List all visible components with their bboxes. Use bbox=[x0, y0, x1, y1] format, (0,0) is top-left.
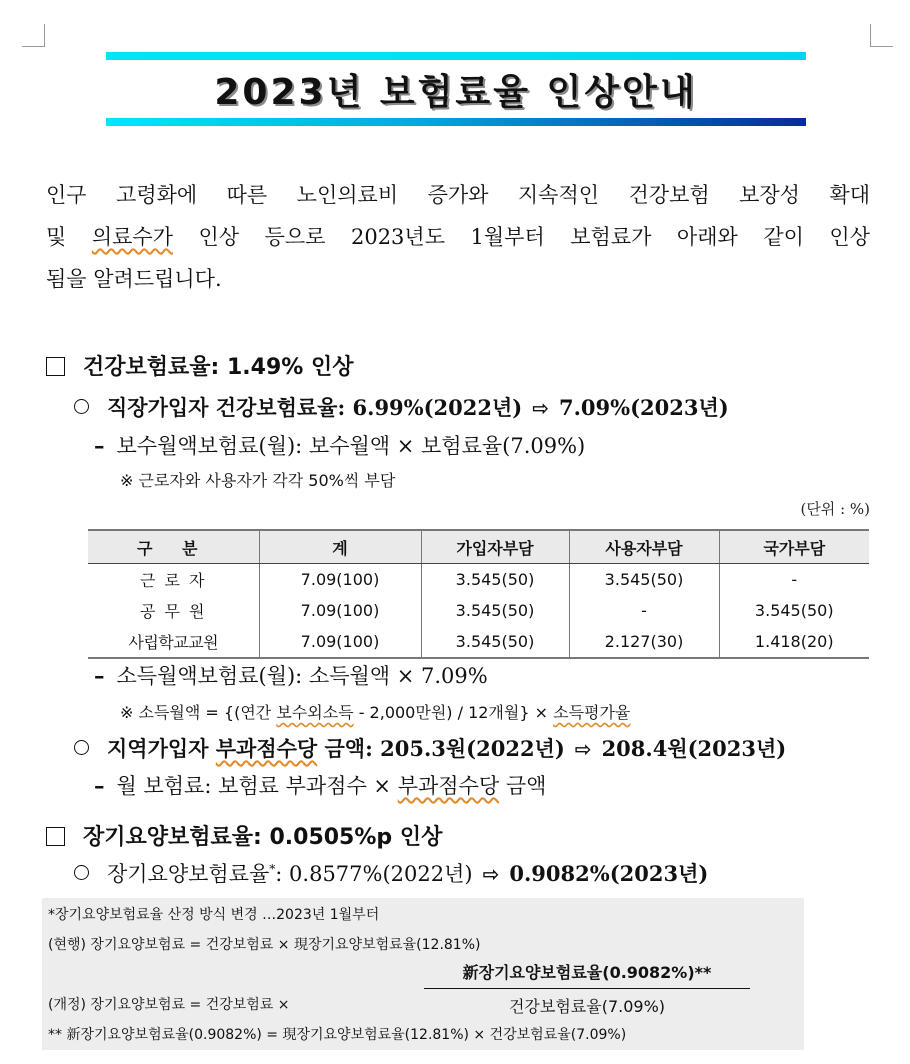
right-arrow-icon: ⇨ bbox=[574, 737, 592, 761]
table-cell: 3.545(50) bbox=[421, 626, 569, 658]
employee-rate-line bbox=[74, 392, 729, 422]
page-corner-mark-right bbox=[870, 24, 893, 47]
title-top-bar bbox=[106, 52, 806, 60]
table-header-cell: 사용자부담 bbox=[569, 530, 719, 564]
table-cell: 7.09(100) bbox=[259, 564, 421, 596]
formula-line-3: (개정) 장기요양보험료 = 건강보험료 × bbox=[48, 997, 290, 1013]
monthly-premium-end: 금액 bbox=[499, 774, 547, 798]
intro-line-2 bbox=[46, 216, 870, 258]
table-header-cell: 계 bbox=[259, 530, 421, 564]
intro-paragraph bbox=[46, 174, 870, 300]
regional-label-end: 금액: 205.3원(2022년) bbox=[317, 736, 565, 761]
table-cell: 근 로 자 bbox=[139, 571, 207, 590]
table-cell: 1.418(20) bbox=[719, 626, 869, 658]
table-row bbox=[88, 626, 869, 658]
intro-line-2-end: 인상 등으로 2023년도 1월부터 보험료가 아래와 같이 인상 bbox=[172, 225, 870, 249]
intro-line-2-start: 및 bbox=[46, 225, 92, 249]
table-cell: 3.545(50) bbox=[719, 595, 869, 626]
formula-line-4: ** 新장기요양보험료율(0.9082%) = 現장기요양보험료율(12.81%) × 건강보험료율(7.09%) bbox=[48, 1027, 627, 1043]
section-health-heading bbox=[46, 350, 353, 381]
income-premium-text: 소득월액보험료(월): 소득월액 × 7.09% bbox=[116, 664, 488, 688]
table-cell: 7.09(100) bbox=[259, 595, 421, 626]
employee-rate-new: 7.09%(2023년) bbox=[559, 395, 729, 420]
formula-line-1: *장기요양보험료율 산정 방식 변경 …2023년 1월부터 bbox=[48, 907, 380, 923]
monthly-premium-start: 월 보험료: 보험료 부과점수 × bbox=[116, 774, 398, 798]
dash-bullet-icon: – bbox=[94, 663, 105, 688]
table-cell: 공 무 원 bbox=[139, 602, 207, 621]
salary-premium-text: 보수월액보험료(월): 보수월액 × 보험료율(7.09%) bbox=[116, 434, 586, 458]
formula-numerator: 新장기요양보험료율(0.9082%)** bbox=[462, 963, 712, 982]
table-cell: 사립학교교원 bbox=[88, 626, 259, 658]
square-bullet-icon bbox=[46, 827, 65, 846]
title-bottom-bar bbox=[106, 118, 806, 126]
table-cell: 2.127(30) bbox=[569, 626, 719, 658]
table-cell: - bbox=[719, 564, 869, 596]
spellcheck-word: 보수외소득 bbox=[276, 703, 354, 722]
monthly-premium-line bbox=[94, 770, 546, 800]
income-note bbox=[120, 700, 630, 723]
table-header-cell: 가입자부담 bbox=[421, 530, 569, 564]
table-header-cell: 국가부담 bbox=[719, 530, 869, 564]
ltc-rate-new: 0.9082%(2023년) bbox=[509, 861, 709, 886]
regional-rate-line bbox=[74, 733, 786, 763]
ltc-footnote-mark: * bbox=[269, 862, 276, 876]
employee-rate-label: 직장가입자 건강보험료율: 6.99%(2022년) bbox=[107, 395, 523, 420]
circle-bullet-icon bbox=[74, 740, 89, 755]
page-corner-mark-left bbox=[22, 24, 45, 47]
ltc-rate-label: 장기요양보험료율 bbox=[107, 862, 270, 886]
dash-bullet-icon: – bbox=[94, 773, 105, 798]
section-ltc-title: 장기요양보험료율: 0.0505%p 인상 bbox=[83, 825, 443, 850]
section-health-title: 건강보험료율: 1.49% 인상 bbox=[83, 355, 354, 380]
table-cell: 3.545(50) bbox=[421, 595, 569, 626]
page-title: 2023년 보험료율 인상안내 bbox=[214, 72, 698, 113]
table-cell: - bbox=[569, 595, 719, 626]
regional-rate-new: 208.4원(2023년) bbox=[601, 736, 787, 761]
formula-denominator: 건강보험료율(7.09%) bbox=[508, 997, 666, 1016]
ltc-rate-line bbox=[74, 858, 708, 888]
circle-bullet-icon bbox=[74, 865, 89, 880]
table-row bbox=[88, 595, 869, 626]
salary-note: ※ 근로자와 사용자가 각각 50%씩 부담 bbox=[120, 471, 396, 490]
income-note-start: ※ 소득월액 = {(연간 bbox=[120, 703, 277, 722]
spellcheck-word: 의료수가 bbox=[91, 225, 173, 249]
spellcheck-word: 부과점수당 bbox=[397, 774, 500, 798]
ltc-formula-box bbox=[42, 898, 804, 1050]
intro-line-3: 됨을 알려드립니다. bbox=[46, 267, 222, 291]
table-cell: 3.545(50) bbox=[569, 564, 719, 596]
formula-line-2: (현행) 장기요양보험료 = 건강보험료 × 現장기요양보험료율(12.81%) bbox=[48, 937, 481, 953]
income-premium-line bbox=[94, 660, 488, 690]
dash-bullet-icon: – bbox=[94, 433, 105, 458]
table-cell: 3.545(50) bbox=[421, 564, 569, 596]
table-header-cell: 구 분 bbox=[88, 530, 259, 564]
right-arrow-icon: ⇨ bbox=[482, 862, 500, 886]
title-banner bbox=[106, 52, 806, 126]
salary-premium-line bbox=[94, 430, 585, 460]
fraction-bar bbox=[424, 988, 750, 989]
section-ltc-heading bbox=[46, 820, 442, 851]
intro-line-1: 인구 고령화에 따른 노인의료비 증가와 지속적인 건강보험 보장성 확대 bbox=[46, 183, 870, 207]
right-arrow-icon: ⇨ bbox=[532, 396, 549, 420]
square-bullet-icon bbox=[46, 357, 65, 376]
unit-label: (단위 : %) bbox=[800, 500, 870, 518]
spellcheck-word: 소득평가율 bbox=[553, 703, 631, 722]
circle-bullet-icon bbox=[74, 399, 89, 414]
premium-share-table bbox=[88, 529, 869, 659]
table-row bbox=[88, 564, 869, 596]
table-cell: 7.09(100) bbox=[259, 626, 421, 658]
ltc-rate-old: : 0.8577%(2022년) bbox=[275, 862, 473, 886]
regional-label-start: 지역가입자 bbox=[107, 736, 216, 761]
spellcheck-word: 부과점수당 bbox=[215, 736, 318, 761]
table-header-row bbox=[88, 530, 869, 564]
income-note-middle: - 2,000만원) / 12개월} × bbox=[353, 703, 554, 722]
